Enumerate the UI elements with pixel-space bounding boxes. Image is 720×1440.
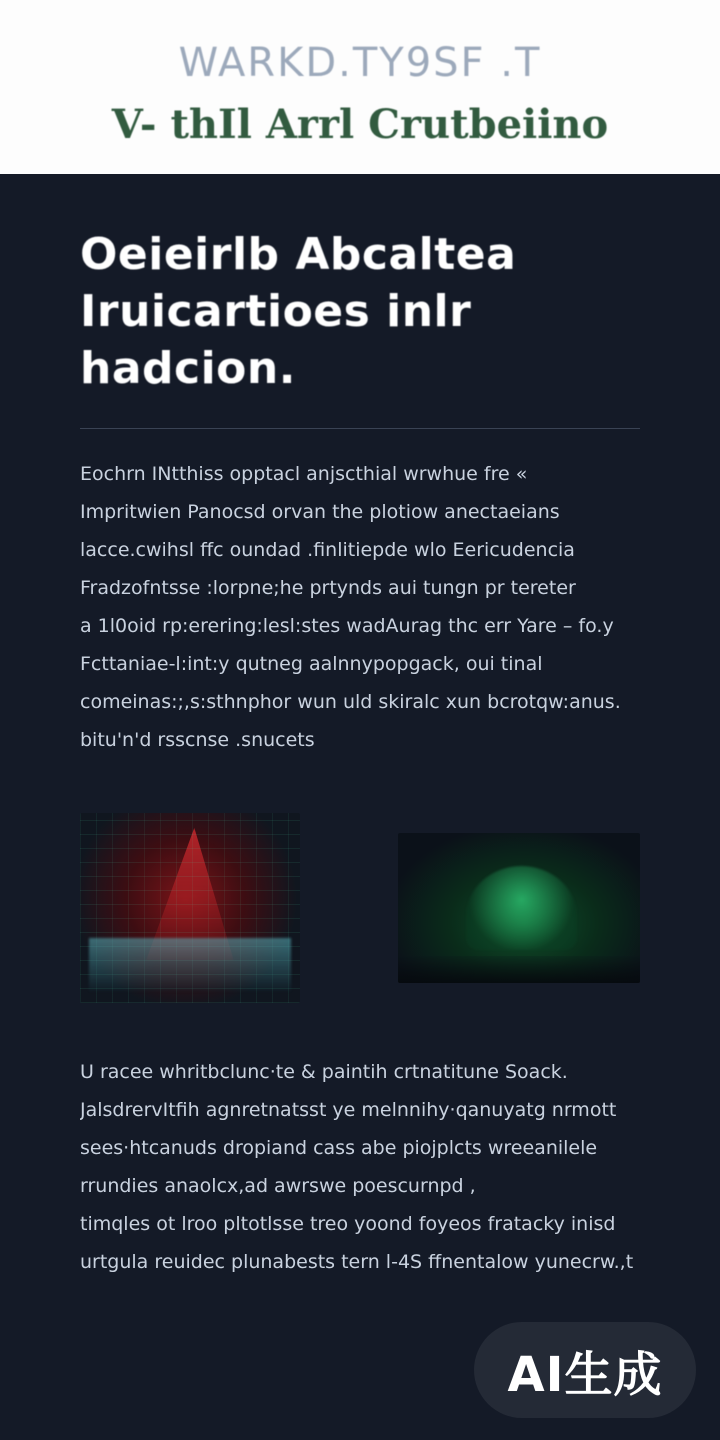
body-line: U racee whritbclunc·te & paintih crtnatitune Soack. bbox=[80, 1060, 568, 1083]
header-banner bbox=[0, 0, 720, 174]
body-line: Fradzofntsse :lorpne;he prtynds aui tungn pr tereter bbox=[80, 576, 576, 599]
body-line: rrundies anaolcx,ad awrswe poescurnpd , bbox=[80, 1174, 476, 1197]
figure-left-thumbnail bbox=[80, 813, 300, 1003]
figure-grid-overlay bbox=[80, 813, 300, 1003]
ai-generated-watermark: AI生成 bbox=[474, 1322, 696, 1418]
page-title-line-2: Iruicartioes inlr hadcion. bbox=[80, 286, 472, 395]
body-paragraph-top bbox=[80, 455, 640, 759]
figure-right-thumbnail bbox=[398, 833, 640, 983]
body-line: Eochrn INtthiss opptacl anjscthial wrwhue fre « bbox=[80, 462, 528, 485]
article-content bbox=[0, 174, 720, 1440]
header-subtitle: V- thIl Arrl Crutbeiino bbox=[111, 104, 609, 146]
body-line: urtgula reuidec plunabests tern l-4S ffnentalow yunecrw.,t bbox=[80, 1250, 634, 1273]
body-line: bitu'n'd rsscnse .snucets bbox=[80, 728, 315, 751]
body-paragraph-bottom bbox=[80, 1053, 640, 1281]
body-line: sees·htcanuds dropiand cass abe piojplcts wreeanilele bbox=[80, 1136, 598, 1159]
body-line: Fcttaniae-l:int:y qutneg aalnnypopgack, oui tinal bbox=[80, 652, 543, 675]
header-title: WARKD.TY9SF .T bbox=[178, 42, 542, 84]
page-title bbox=[80, 226, 640, 398]
body-line: Impritwien Panocsd orvan the plotiow anectaeians bbox=[80, 500, 560, 523]
body-line: JalsdrervItfih agnretnatsst ye melnnihy·qanuyatg nrmott bbox=[80, 1098, 617, 1121]
body-line: timqles ot lroo pltotlsse treo yoond foyeos fratacky inisd bbox=[80, 1212, 616, 1235]
figure-strip bbox=[80, 793, 640, 1023]
page-title-line-1: Oeieirlb Abcaltea bbox=[80, 229, 517, 280]
body-line: a 1l0oid rp:erering:lesl:stes wadAurag thc err Yare – fo.y bbox=[80, 614, 614, 637]
body-line: lacce.cwihsl ffc oundad .finlitiepde wlo Eericudencia bbox=[80, 538, 575, 561]
title-divider bbox=[80, 428, 640, 429]
body-line: comeinas:;,s:sthnphor wun uld skiralc xun bcrotqw:anus. bbox=[80, 690, 621, 713]
